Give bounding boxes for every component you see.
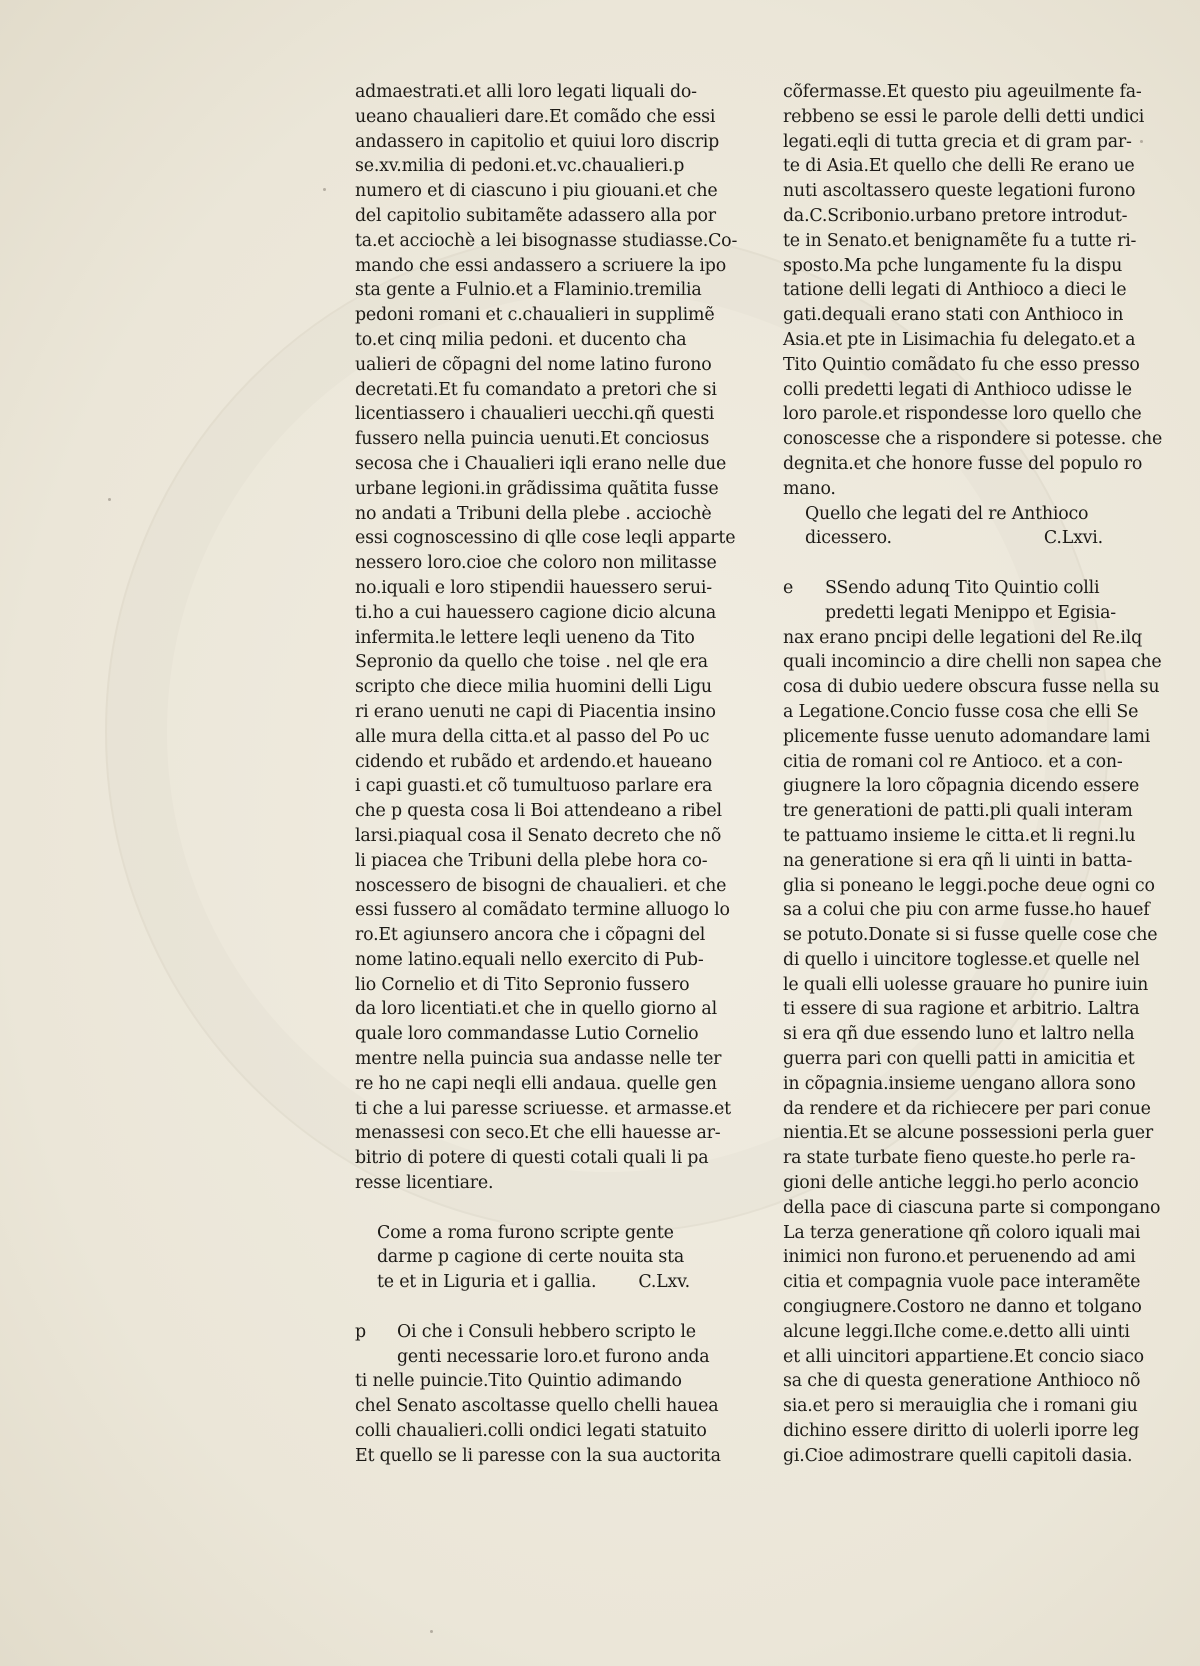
text-line: cosa di dubio uedere obscura fusse nella su <box>783 677 1160 698</box>
text-line: Asia.et pte in Lisimachia fu delegato.et a <box>783 329 1136 350</box>
text-line: giugnere la loro cõpagnia dicendo essere <box>783 776 1140 797</box>
text-line: dicessero. <box>805 528 892 549</box>
text-line: SSendo adunq Tito Quintio colli <box>825 577 1100 598</box>
text-line: fussero nella puincia uenuti.Et conciosus <box>355 429 710 450</box>
text-line: genti necessarie loro.et furono anda <box>397 1346 710 1367</box>
chapter-heading-lxv <box>355 1221 690 1295</box>
text-line: decretati.Et fu comandato a pretori che si <box>355 379 717 400</box>
text-line: predetti legati Menippo et Egisia- <box>825 602 1116 623</box>
text-line: Oi che i Consuli hebbero scripto le <box>397 1321 696 1342</box>
text-line: nuti ascoltassero queste legationi furono <box>783 181 1136 202</box>
text-line: ri erano uenuti ne capi di Piacentia insino <box>355 701 716 722</box>
text-line: nessero loro.cioe che coloro non militasse <box>355 553 717 574</box>
text-line: in cõpagnia.insieme uengano allora sono <box>783 1073 1136 1094</box>
text-line: del capitolio subitamẽte adassero alla por <box>355 205 716 226</box>
text-line: infermita.le lettere leqli ueneno da Tito <box>355 627 695 648</box>
text-line: sta gente a Fulnio.et a Flaminio.tremilia <box>355 280 702 301</box>
text-line: se potuto.Donate si si fusse quelle cose che <box>783 925 1158 946</box>
text-line: di quello i uincitore toglesse.et quelle nel <box>783 949 1140 970</box>
text-line: alle mura della citta.et al passo del Po uc <box>355 726 710 747</box>
text-line: cõfermasse.Et questo piu ageuilmente fa- <box>783 82 1142 102</box>
text-line: plicemente fusse uenuto adomandare lami <box>783 726 1151 747</box>
text-line: ti essere di sua ragione et arbitrio. Laltra <box>783 999 1140 1020</box>
text-line: degnita.et che honore fusse del populo ro <box>783 453 1143 474</box>
right-column <box>783 80 1163 1469</box>
paper-speck <box>323 188 326 191</box>
text-line: licentiassero i chaualieri uecchi.qñ questi <box>355 404 715 425</box>
text-line: menassesi con seco.Et che elli hauesse ar- <box>355 1123 721 1144</box>
text-line: no.iquali e loro stipendii hauessero serui- <box>355 577 712 598</box>
initial-letter-guide: e <box>783 577 794 598</box>
text-line: chel Senato ascoltasse quello chelli hauea <box>355 1396 719 1417</box>
text-line: citia et compagnia vuole pace interamẽte <box>783 1272 1141 1293</box>
text-line: inimici non furono.et peruenendo ad ami <box>783 1247 1136 1268</box>
text-line: gioni delle antiche leggi.ho perlo aconcio <box>783 1173 1139 1194</box>
text-line: nome latino.equali nello exercito di Pub- <box>355 949 704 970</box>
text-line: gi.Cioe adimostrare quelli capitoli dasia. <box>783 1445 1133 1466</box>
text-line: quali incomincio a dire chelli non sapea che <box>783 652 1162 673</box>
text-line: sia.et pero si merauiglia che i romani giu <box>783 1396 1138 1417</box>
text-line: admaestrati.et alli loro legati liquali do- <box>355 82 697 102</box>
paragraph-opening-line <box>783 576 1103 601</box>
text-line: te et in Liguria et i gallia. <box>377 1272 597 1293</box>
text-line: Sepronio da quello che toise . nel qle era <box>355 652 708 673</box>
text-line: essi cognoscessino di qlle cose leqli apparte <box>355 528 736 549</box>
paper-speck <box>1140 140 1143 143</box>
text-line: legati.eqli di tutta grecia et di gram par- <box>783 131 1132 152</box>
text-line: La terza generatione qñ coloro iquali mai <box>783 1222 1141 1243</box>
text-line: guerra pari con quelli patti in amicitia et <box>783 1049 1135 1070</box>
paper-speck <box>108 498 111 501</box>
text-line: mano. <box>783 478 836 499</box>
text-line: conoscesse che a rispondere si potesse. che <box>783 429 1163 450</box>
paragraph-opening-line <box>355 1320 696 1345</box>
text-line: ta.et acciochè a lei bisognasse studiasse.Co- <box>355 230 738 251</box>
text-line: tatione delli legati di Anthioco a dieci le <box>783 280 1127 301</box>
text-line: tre generationi de patti.pli quali interam <box>783 801 1133 822</box>
initial-letter-guide: p <box>355 1321 366 1342</box>
text-line: re ho ne capi neqli elli andaua. quelle gen <box>355 1073 717 1094</box>
text-line: da loro licentiati.et che in quello giorno al <box>355 999 717 1020</box>
text-line: Et quello se li paresse con la sua auctorita <box>355 1445 721 1466</box>
text-line: darme p cagione di certe nouita sta <box>377 1247 685 1268</box>
text-line: gati.dequali erano stati con Anthioco in <box>783 305 1124 326</box>
paper-speck <box>430 1630 433 1633</box>
text-line: sposto.Ma pche lungamente fu la dispu <box>783 255 1123 276</box>
text-line: na generatione si era qñ li uinti in batta- <box>783 850 1133 871</box>
text-line: te in Senato.et benignamẽte fu a tutte ri- <box>783 230 1137 251</box>
text-line: da rendere et da richiecere per pari conue <box>783 1098 1151 1119</box>
text-line: congiugnere.Costoro ne danno et tolgano <box>783 1297 1142 1318</box>
text-line: rebbeno se essi le parole delli detti undici <box>783 106 1145 127</box>
text-line: numero et di ciascuno i piu giouani.et che <box>355 181 718 202</box>
text-line: ti nelle puincie.Tito Quintio adimando <box>355 1371 682 1392</box>
text-line: si era qñ due essendo luno et laltro nella <box>783 1024 1135 1045</box>
text-line: loro parole.et rispondesse loro quello che <box>783 404 1142 425</box>
text-line: noscessero de bisogni de chaualieri. et che <box>355 875 727 896</box>
text-line: nientia.Et se alcune possessioni perla guer <box>783 1123 1153 1144</box>
chapter-heading-lxvi <box>783 502 1103 552</box>
text-line: urbane legioni.in grãdissima quãtita fusse <box>355 478 719 499</box>
text-line: scripto che diece milia huomini delli Ligu <box>355 677 712 698</box>
text-line: che p questa cosa li Boi attendeano a ribel <box>355 801 722 822</box>
text-line: andassero in capitolio et quiui loro discrip <box>355 131 720 152</box>
text-line: quale loro commandasse Lutio Cornelio <box>355 1024 699 1045</box>
text-line: Quello che legati del re Anthioco <box>805 503 1089 524</box>
text-line: colli predetti legati di Anthioco udisse le <box>783 379 1132 400</box>
text-line: alcune leggi.Ilche come.e.detto alli uinti <box>783 1321 1130 1342</box>
text-line: ueano chaualieri dare.Et comãdo che essi <box>355 106 716 127</box>
text-line: sa a colui che piu con arme fusse.ho hauef <box>783 900 1150 921</box>
chapter-number: C.Lxv. <box>638 1272 690 1293</box>
right-paragraph-2 <box>783 601 1162 1469</box>
text-line: te pattuamo insieme le citta.et li regni.lu <box>783 825 1136 846</box>
right-paragraph-1 <box>783 80 1163 502</box>
text-line: li piacea che Tribuni della plebe hora co- <box>355 850 708 871</box>
text-line: le quali elli uolesse grauare ho punire iuin <box>783 974 1149 995</box>
text-line: mando che essi andassero a scriuere la ipo <box>355 255 726 276</box>
text-line: nax erano pncipi delle legationi del Re.ilq <box>783 627 1143 648</box>
text-line: mentre nella puincia sua andasse nelle ter <box>355 1049 722 1070</box>
text-line: Tito Quintio comãdato fu che esso presso <box>783 354 1140 375</box>
text-line: ra state turbate fieno queste.ho perle ra- <box>783 1148 1136 1169</box>
text-line: dichino essere diritto di uolerli iporre leg <box>783 1421 1140 1442</box>
text-line: ro.Et agiunsero ancora che i cõpagni del <box>355 925 706 946</box>
text-line: ti che a lui paresse scriuesse. et armasse.et <box>355 1098 731 1119</box>
text-line: ualieri de cõpagni del nome latino furono <box>355 354 712 375</box>
text-line: ti.ho a cui hauessero cagione dicio alcuna <box>355 602 717 623</box>
text-line: et alli uincitori appartiene.Et concio siaco <box>783 1346 1144 1367</box>
text-line: Come a roma furono scripte gente <box>377 1222 674 1243</box>
text-line: da.C.Scribonio.urbano pretore introdut- <box>783 205 1128 226</box>
text-line: te di Asia.Et quello che delli Re erano ue <box>783 156 1135 177</box>
text-line: se.xv.milia di pedoni.et.vc.chaualieri.p <box>355 156 685 177</box>
text-line: resse licentiare. <box>355 1173 494 1194</box>
text-line: citia de romani col re Antioco. et a con- <box>783 751 1123 772</box>
text-line: glia si poneano le leggi.poche deue ogni co <box>783 875 1155 896</box>
left-paragraph-2 <box>355 1345 721 1469</box>
text-line: della pace di ciascuna parte si compongano <box>783 1197 1161 1218</box>
left-paragraph-1 <box>355 80 738 1196</box>
text-line: sa che di questa generatione Anthioco nõ <box>783 1371 1141 1392</box>
left-column <box>355 80 738 1469</box>
text-line: lio Cornelio et di Tito Sepronio fussero <box>355 974 690 995</box>
text-line: bitrio di potere di questi cotali quali li pa <box>355 1148 709 1169</box>
text-line: no andati a Tribuni della plebe . acciochè <box>355 503 712 524</box>
text-line: larsi.piaqual cosa il Senato decreto che nõ <box>355 825 722 846</box>
text-line: pedoni romani et c.chaualieri in supplimẽ <box>355 305 715 326</box>
text-line: to.et cinq milia pedoni. et ducento cha <box>355 329 687 350</box>
text-line: essi fussero al comãdato termine alluogo lo <box>355 900 730 921</box>
text-line: colli chaualieri.colli ondici legati statuito <box>355 1421 707 1442</box>
text-line: a Legatione.Concio fusse cosa che elli Se <box>783 701 1139 722</box>
text-line: cidendo et rubãdo et ardendo.et haueano <box>355 751 713 772</box>
text-line: i capi guasti.et cõ tumultuoso parlare era <box>355 776 713 797</box>
text-line: secosa che i Chaualieri iqli erano nelle due <box>355 453 727 474</box>
chapter-number: C.Lxvi. <box>1043 528 1103 549</box>
